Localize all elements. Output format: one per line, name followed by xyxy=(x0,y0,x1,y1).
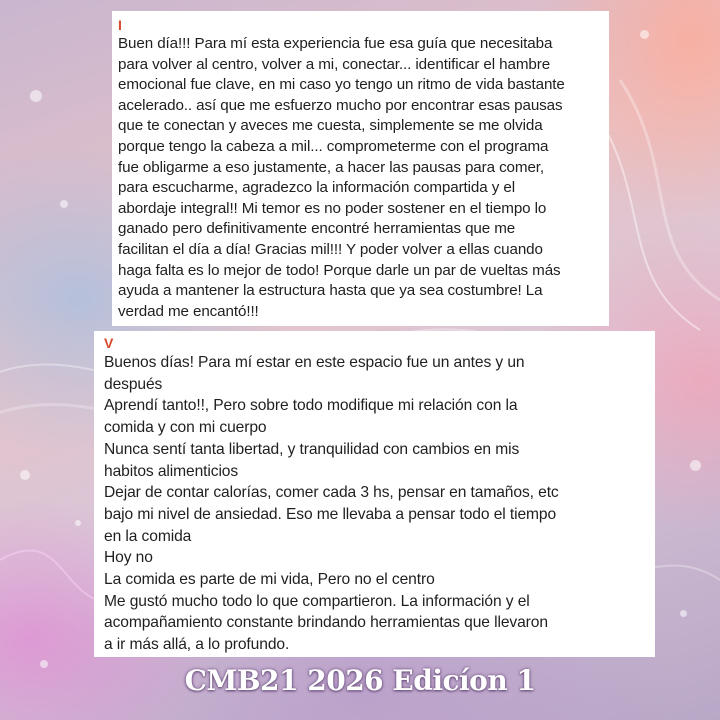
edition-title: CMB21 2026 Edicíon 1 xyxy=(184,664,536,697)
bokeh-dot xyxy=(20,470,30,480)
bokeh-dot xyxy=(75,520,81,526)
bokeh-dot xyxy=(60,200,68,208)
testimonial-text xyxy=(118,34,603,322)
testimonial-line: para volver al centro, volver a mi, conectar... identificar el hambre xyxy=(118,55,551,73)
testimonial-line: fue obligarme a eso justamente, a hacer las pausas para comer, xyxy=(118,158,545,176)
testimonial-card-2 xyxy=(94,331,655,657)
testimonial-line: ayuda a mantener la estructura hasta que ya sea costumbre! La xyxy=(118,282,543,300)
testimonial-line: Aprendí tanto!!, Pero sobre todo modifique mi relación con la xyxy=(104,397,518,415)
testimonial-line: Me gustó mucho todo lo que compartieron. La información y el xyxy=(104,592,530,610)
bokeh-dot xyxy=(30,90,42,102)
bokeh-dot xyxy=(680,610,687,617)
testimonial-line: Buen día!!! Para mí esta experiencia fue esa guía que necesitaba xyxy=(118,35,553,52)
testimonial-line: emocional fue clave, en mi caso yo tengo un ritmo de vida bastante xyxy=(118,76,565,94)
testimonial-card-1 xyxy=(112,11,609,326)
bokeh-dot xyxy=(690,460,701,471)
testimonial-line: en la comida xyxy=(104,527,192,545)
testimonial-line: para escucharme, agradezco la información compartida y el xyxy=(118,179,515,197)
testimonial-line: Dejar de contar calorías, comer cada 3 hs, pensar en tamaños, etc xyxy=(104,484,559,502)
testimonial-line: haga falta es lo mejor de todo! Porque darle un par de vueltas más xyxy=(118,261,561,279)
testimonial-line: acompañamiento constante brindando herramientas que llevaron xyxy=(104,614,548,632)
testimonial-line: habitos alimenticios xyxy=(104,462,239,480)
testimonial-line: después xyxy=(104,375,163,393)
testimonial-line: La comida es parte de mi vida, Pero no el centro xyxy=(104,571,435,589)
testimonial-text xyxy=(104,352,645,656)
testimonial-line: comida y con mi cuerpo xyxy=(104,419,267,437)
testimonial-line: facilitan el día a día! Gracias mil!!! Y poder volver a ellas cuando xyxy=(118,240,543,258)
testimonial-initial: I xyxy=(118,17,122,33)
testimonial-line: porque tengo la cabeza a mil... comprometerme con el programa xyxy=(118,137,549,155)
testimonial-line: bajo mi nivel de ansiedad. Eso me llevaba a pensar todo el tiempo xyxy=(104,505,557,523)
testimonial-line: abordaje integral!! Mi temor es no poder sostener en el tiempo lo xyxy=(118,199,547,217)
bokeh-dot xyxy=(640,30,649,39)
testimonial-line: ganado pero definitivamente encontré herramientas que me xyxy=(118,220,516,238)
testimonial-line: acelerado.. así que me esfuerzo mucho por encontrar esas pausas xyxy=(118,96,563,114)
testimonial-line: Nunca sentí tanta libertad, y tranquilidad con cambios en mis xyxy=(104,440,520,458)
testimonial-line: a ir más allá, a lo profundo. xyxy=(104,636,290,654)
testimonial-initial: V xyxy=(104,335,114,351)
testimonial-line: que te conectan y aveces me cuesta, simplemente se me olvida xyxy=(118,117,543,135)
testimonial-line: Buenos días! Para mí estar en este espacio fue un antes y un xyxy=(104,354,525,371)
testimonial-line: Hoy no xyxy=(104,549,153,567)
testimonial-line: verdad me encantó!!! xyxy=(118,302,259,320)
